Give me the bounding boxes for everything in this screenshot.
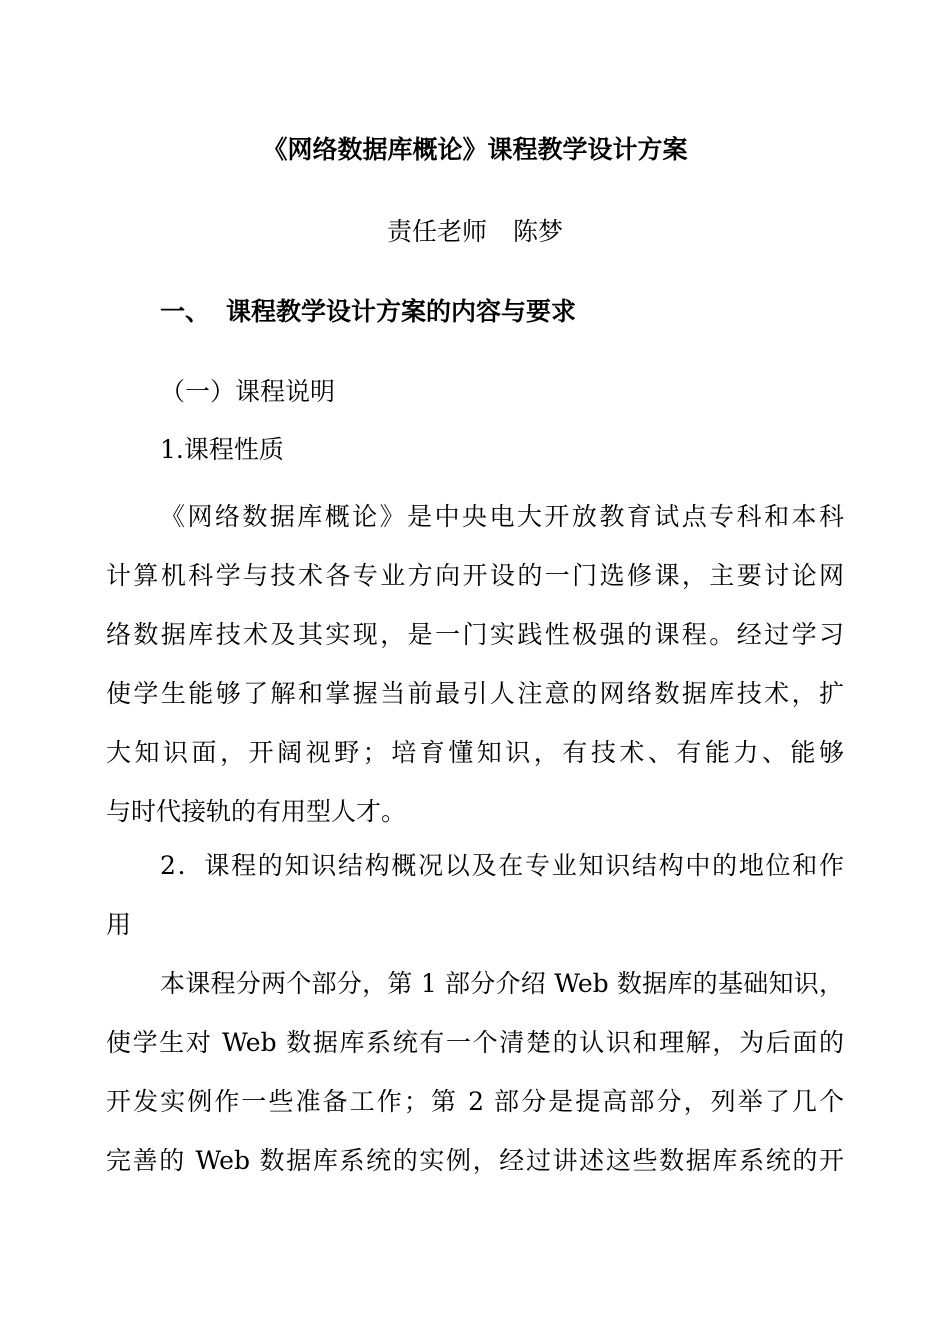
paragraph-line: 2．课程的知识结构概况以及在专业知识结构中的地位和作 [160, 851, 844, 880]
document-title: 《网络数据库概论》课程教学设计方案 [262, 135, 688, 164]
section-title: 课程教学设计方案的内容与要求 [226, 297, 577, 326]
paragraph-line: 络数据库技术及其实现，是一门实践性极强的课程。经过学习 [106, 620, 844, 649]
paragraph-line: 《网络数据库概论》是中央电大开放教育试点专科和本科 [160, 502, 844, 531]
paragraph-line: 与时代接轨的有用型人才。 [106, 797, 407, 826]
paragraph-line: 使学生能够了解和掌握当前最引人注意的网络数据库技术，扩 [106, 679, 844, 708]
paragraph-line: 使学生对 Web 数据库系统有一个清楚的认识和理解，为后面的 [106, 1028, 844, 1057]
author-name: 陈梦 [513, 217, 564, 246]
author-role: 责任老师 [386, 217, 487, 246]
paragraph-line: 完善的 Web 数据库系统的实例，经过讲述这些数据库系统的开 [106, 1146, 844, 1175]
section-heading [160, 292, 576, 332]
paragraph-course-parts [106, 954, 844, 1190]
section-number: 一、 [160, 297, 211, 326]
paragraph-line: 本课程分两个部分，第 1 部分介绍 Web 数据库的基础知识， [160, 969, 844, 998]
paragraph-line: 计算机科学与技术各专业方向开设的一门选修课，主要讨论网 [106, 561, 844, 590]
paragraph-line: 开发实例作一些准备工作；第 2 部分是提高部分，列举了几个 [106, 1087, 844, 1116]
subsection-heading: （一）课程说明 [160, 377, 336, 406]
paragraph-course-nature [106, 487, 844, 841]
item-heading-course-nature: 1.课程性质 [160, 435, 284, 464]
paragraph-line: 用 [106, 910, 132, 939]
item-heading-knowledge-structure [106, 836, 844, 954]
author-line [0, 212, 950, 252]
paragraph-line: 大知识面，开阔视野；培育懂知识，有技术、有能力、能够 [106, 738, 844, 767]
